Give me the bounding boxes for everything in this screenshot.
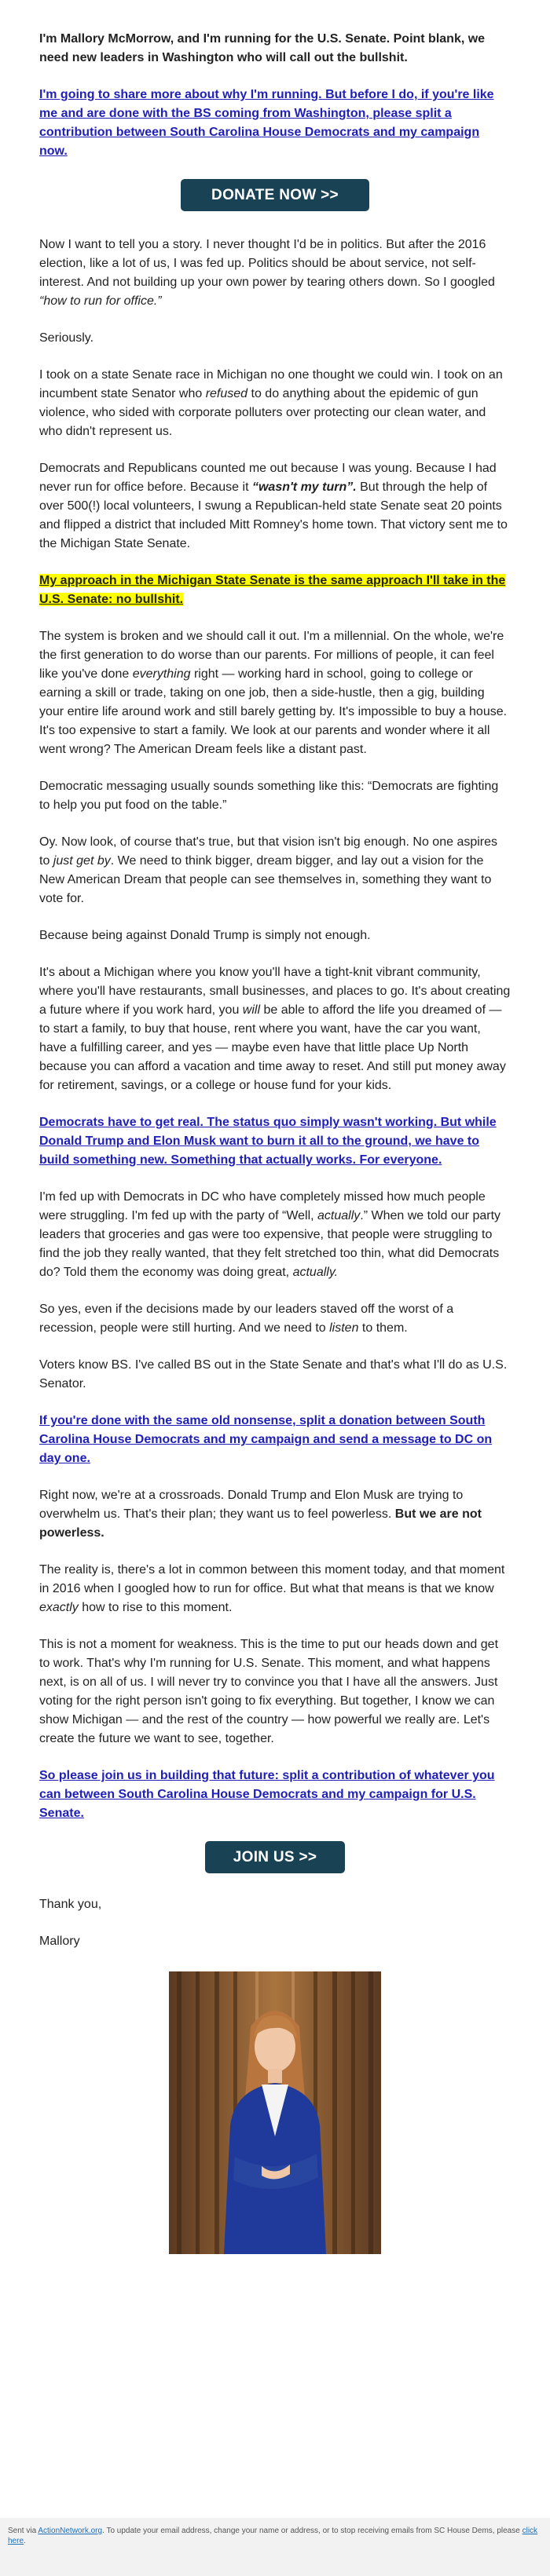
- recession-emphasis: listen: [329, 1321, 359, 1335]
- footer-period: .: [24, 2537, 26, 2545]
- race-paragraph: [39, 366, 511, 441]
- oy-text-c: . We need to think bigger, dream bigger, and lay out a vision for the New American Dream that people can see themselves in, something they want to vote for.: [39, 854, 492, 905]
- recession-text-a: So yes, even if the decisions made by our leaders staved off the worst of a recession, people were still hurting. And we need to: [39, 1303, 454, 1335]
- system-emphasis: everything: [132, 667, 191, 681]
- system-text-c: right — working hard in school, going to college or earning a skill or trade, taking on one job, then a side-hustle, then a gig, building your entire life around work and still barely getting by. It's impossible to buy a house. It's too expensive to start a family. We look at our parents and wonder where it all went wrong? The American Dream feels like a distant past.: [39, 667, 508, 756]
- highlight-paragraph: [39, 572, 511, 609]
- intro-paragraph: I'm Mallory McMorrow, and I'm running for the U.S. Senate. Point blank, we need new leaders in Washington who will call out the bullshit.: [39, 32, 486, 64]
- seriously-paragraph: Seriously.: [39, 331, 94, 345]
- counted-emphasis: “wasn't my turn”.: [251, 480, 357, 494]
- candidate-photo: [169, 1971, 381, 2254]
- cta-paragraph-2: [39, 1113, 511, 1170]
- cta-link-2[interactable]: Democrats have to get real. The status quo simply wasn't working. But while Donald Trump and Elon Musk want to burn it all to the ground, we have to build something new. Something that actually works. For everyone.: [39, 1116, 497, 1167]
- trump-paragraph: Because being against Donald Trump is simply not enough.: [39, 929, 371, 942]
- story-quote: “how to run for office.”: [39, 294, 162, 308]
- donate-now-button[interactable]: DONATE NOW >>: [181, 179, 369, 211]
- action-network-link[interactable]: ActionNetwork.org: [38, 2527, 103, 2535]
- email-body: [39, 0, 511, 2254]
- michigan-text-c: be able to afford the life you dreamed of — to start a family, to buy that house, rent where you want, have the car you want, have a fulfilling career, and yes — maybe even have that little place Up North because you can afford a vacation and time away to reset. And still put money away for retirement, savings, or a college or house fund for your kids.: [39, 1003, 506, 1092]
- crossroads-paragraph: [39, 1486, 511, 1543]
- moment-paragraph: This is not a moment for weakness. This is the time to put our heads down and get to work. That's why I'm running for U.S. Senate. This moment, and what happens next, is on all of us. I will never try to convince you that I have all the answers. Just voting for the right person isn't going to fix everything. But together, I know we can show Michigan — and the rest of the country — how powerful we really are. Let's create the future we want to see, together.: [39, 1638, 499, 1745]
- oy-text-a: Oy. Now look, of course that's true, but that vision isn't big enough. No one aspires to: [39, 835, 498, 868]
- system-paragraph: [39, 627, 511, 759]
- join-button-row: [39, 1841, 511, 1873]
- cta-link-4[interactable]: So please join us in building that future: split a contribution of whatever you can between South Carolina House Democrats and my campaign for U.S. Senate.: [39, 1769, 495, 1820]
- donate-button-row: [39, 179, 511, 211]
- cta-paragraph-4: [39, 1767, 511, 1823]
- fedup-text-a: I'm fed up with Democrats in DC who have completely missed how much people were struggling. I'm fed up with the party of “Well,: [39, 1190, 486, 1222]
- fed-up-paragraph: [39, 1188, 511, 1282]
- recession-text-c: to them.: [358, 1321, 408, 1335]
- michigan-emphasis: will: [242, 1003, 261, 1017]
- michigan-text-a: It's about a Michigan where you know you'll have a tight-knit vibrant community, where you'll have restaurants, small businesses, and places to go. It's about creating a future where if you work hard, you: [39, 966, 511, 1017]
- michigan-paragraph: [39, 963, 511, 1095]
- voters-paragraph: Voters know BS. I've called BS out in the State Senate and that's what I'll do as U.S. Senator.: [39, 1358, 508, 1390]
- counted-text-a: Democrats and Republicans counted me out because I was young. Because I had never run for office before. Because it: [39, 462, 497, 494]
- recession-paragraph: [39, 1300, 511, 1338]
- story-text: Now I want to tell you a story. I never thought I'd be in politics. But after the 2016 election, like a lot of us, I was fed up. Politics should be about service, not self-interest. And not building up your own power by tearing others down. So I googled: [39, 238, 495, 289]
- unsubscribe-link[interactable]: click here: [8, 2527, 538, 2545]
- reality-text-a: The reality is, there's a lot in common between this moment today, and that moment in 2016 when I googled how to run for office. But what that means is that we know: [39, 1563, 505, 1595]
- counted-out-paragraph: [39, 459, 511, 554]
- system-text-a: The system is broken and we should call it out. I'm a millennial. On the whole, we're the first generation to do worse than our parents. For millions of people, it can feel like you've done: [39, 630, 504, 681]
- messaging-paragraph: Democratic messaging usually sounds something like this: “Democrats are fighting to help you put food on the table.”: [39, 780, 499, 812]
- fedup-text-c: .” When we told our party leaders that groceries and gas were too expensive, that people were struggling to find the job they really wanted, that they felt stretched too thin, what did Democrats do? Told them the economy was doing great,: [39, 1209, 501, 1279]
- reality-emphasis: exactly: [39, 1601, 79, 1614]
- cta-paragraph-1: [39, 86, 511, 161]
- oy-paragraph: [39, 833, 511, 908]
- footer-sent-via: Sent via: [8, 2527, 38, 2535]
- footer: [0, 2518, 550, 2576]
- cta-paragraph-3: [39, 1412, 511, 1468]
- crossroads-bold: But we are not powerless.: [39, 1507, 482, 1540]
- fedup-emphasis-1: actually: [317, 1209, 361, 1222]
- reality-text-c: how to rise to this moment.: [78, 1601, 233, 1614]
- race-emphasis: refused: [205, 387, 248, 400]
- footer-text: [0, 2518, 550, 2546]
- race-text-c: to do anything about the epidemic of gun violence, who sided with corporate polluters over protecting our clean water, and who didn't represent us.: [39, 387, 486, 438]
- fedup-emphasis-2: actually.: [292, 1266, 339, 1279]
- signoff: Thank you,: [39, 1898, 102, 1911]
- footer-update-text: . To update your email address, change your name or address, or to stop receiving emails from SC House Dems, please: [102, 2527, 522, 2535]
- race-text-a: I took on a state Senate race in Michigan no one thought we could win. I took on an incumbent state Senator who: [39, 368, 503, 400]
- join-us-button[interactable]: JOIN US >>: [205, 1841, 345, 1873]
- highlighted-statement: My approach in the Michigan State Senate is the same approach I'll take in the U.S. Senate: no bullshit.: [39, 574, 506, 606]
- cta-link-1[interactable]: I'm going to share more about why I'm running. But before I do, if you're like me and are done with the BS coming from Washington, please split a contribution between South Carolina House Democrats and my campaign now.: [39, 88, 494, 158]
- crossroads-text: Right now, we're at a crossroads. Donald Trump and Elon Musk are trying to overwhelm us. That's their plan; they want us to feel powerless.: [39, 1489, 464, 1521]
- reality-paragraph: [39, 1561, 511, 1617]
- signature: Mallory: [39, 1935, 80, 1948]
- story-paragraph: [39, 236, 511, 311]
- counted-text-c: But through the help of over 500(!) local volunteers, I swung a Republican-held state Senate seat 20 points and flipped a district that included Mitt Romney's home town. That victory sent me to the Michigan State Senate.: [39, 480, 508, 550]
- cta-link-3[interactable]: If you're done with the same old nonsense, split a donation between South Carolina House Democrats and my campaign and send a message to DC on day one.: [39, 1414, 493, 1465]
- oy-emphasis: just get by: [53, 854, 111, 868]
